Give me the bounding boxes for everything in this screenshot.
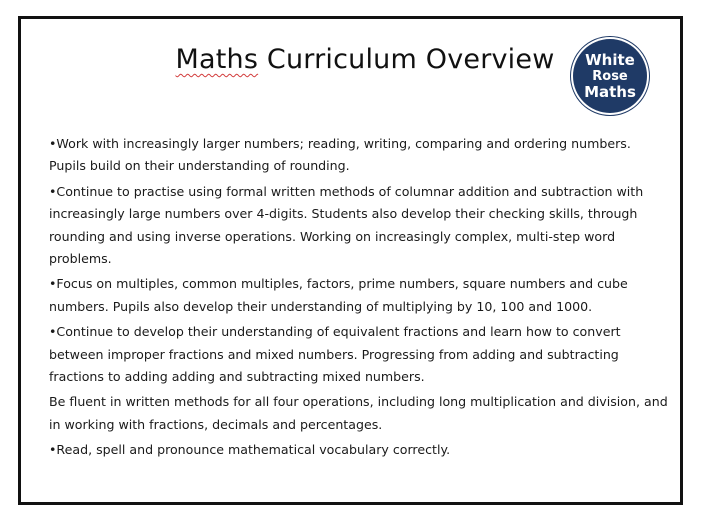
title-word-maths: Maths [175,44,259,75]
title-word-rest: Curriculum Overview [258,44,555,75]
page-title [150,44,580,75]
paragraph-multiples-factors: •Focus on multiples, common multiples, factors, prime numbers, square numbers and cube numbers. Pupils also develop their understanding of multiplying by 10, 100 and 1000. [49,276,628,314]
logo-text-white: White [585,51,635,69]
paragraph-number-place-value: •Work with increasingly larger numbers; reading, writing, comparing and ordering numbers. Pupils build on their understanding of rounding. [49,136,631,174]
white-rose-maths-logo [573,39,647,113]
paragraph-addition-subtraction: •Continue to practise using formal written methods of columnar addition and subtraction with increasingly large numbers over 4-digits. Students also develop their checking skills, through rounding and using inverse operations. Working on increasingly complex, multi-step word problems. [49,183,644,267]
logo-text-maths: Maths [584,83,636,101]
curriculum-content [49,133,669,465]
logo-text-rose: Rose [592,69,628,84]
paragraph-vocabulary: •Read, spell and pronounce mathematical vocabulary correctly. [49,442,451,458]
paragraph-fractions: •Continue to develop their understanding of equivalent fractions and learn how to convert between improper fractions and mixed numbers. Progressing from adding and subtracting fractions to adding adding and subtracting mixed numbers. [49,324,621,385]
paragraph-written-methods: Be fluent in written methods for all four operations, including long multiplication and division, and in working with fractions, decimals and percentages. [49,394,668,432]
